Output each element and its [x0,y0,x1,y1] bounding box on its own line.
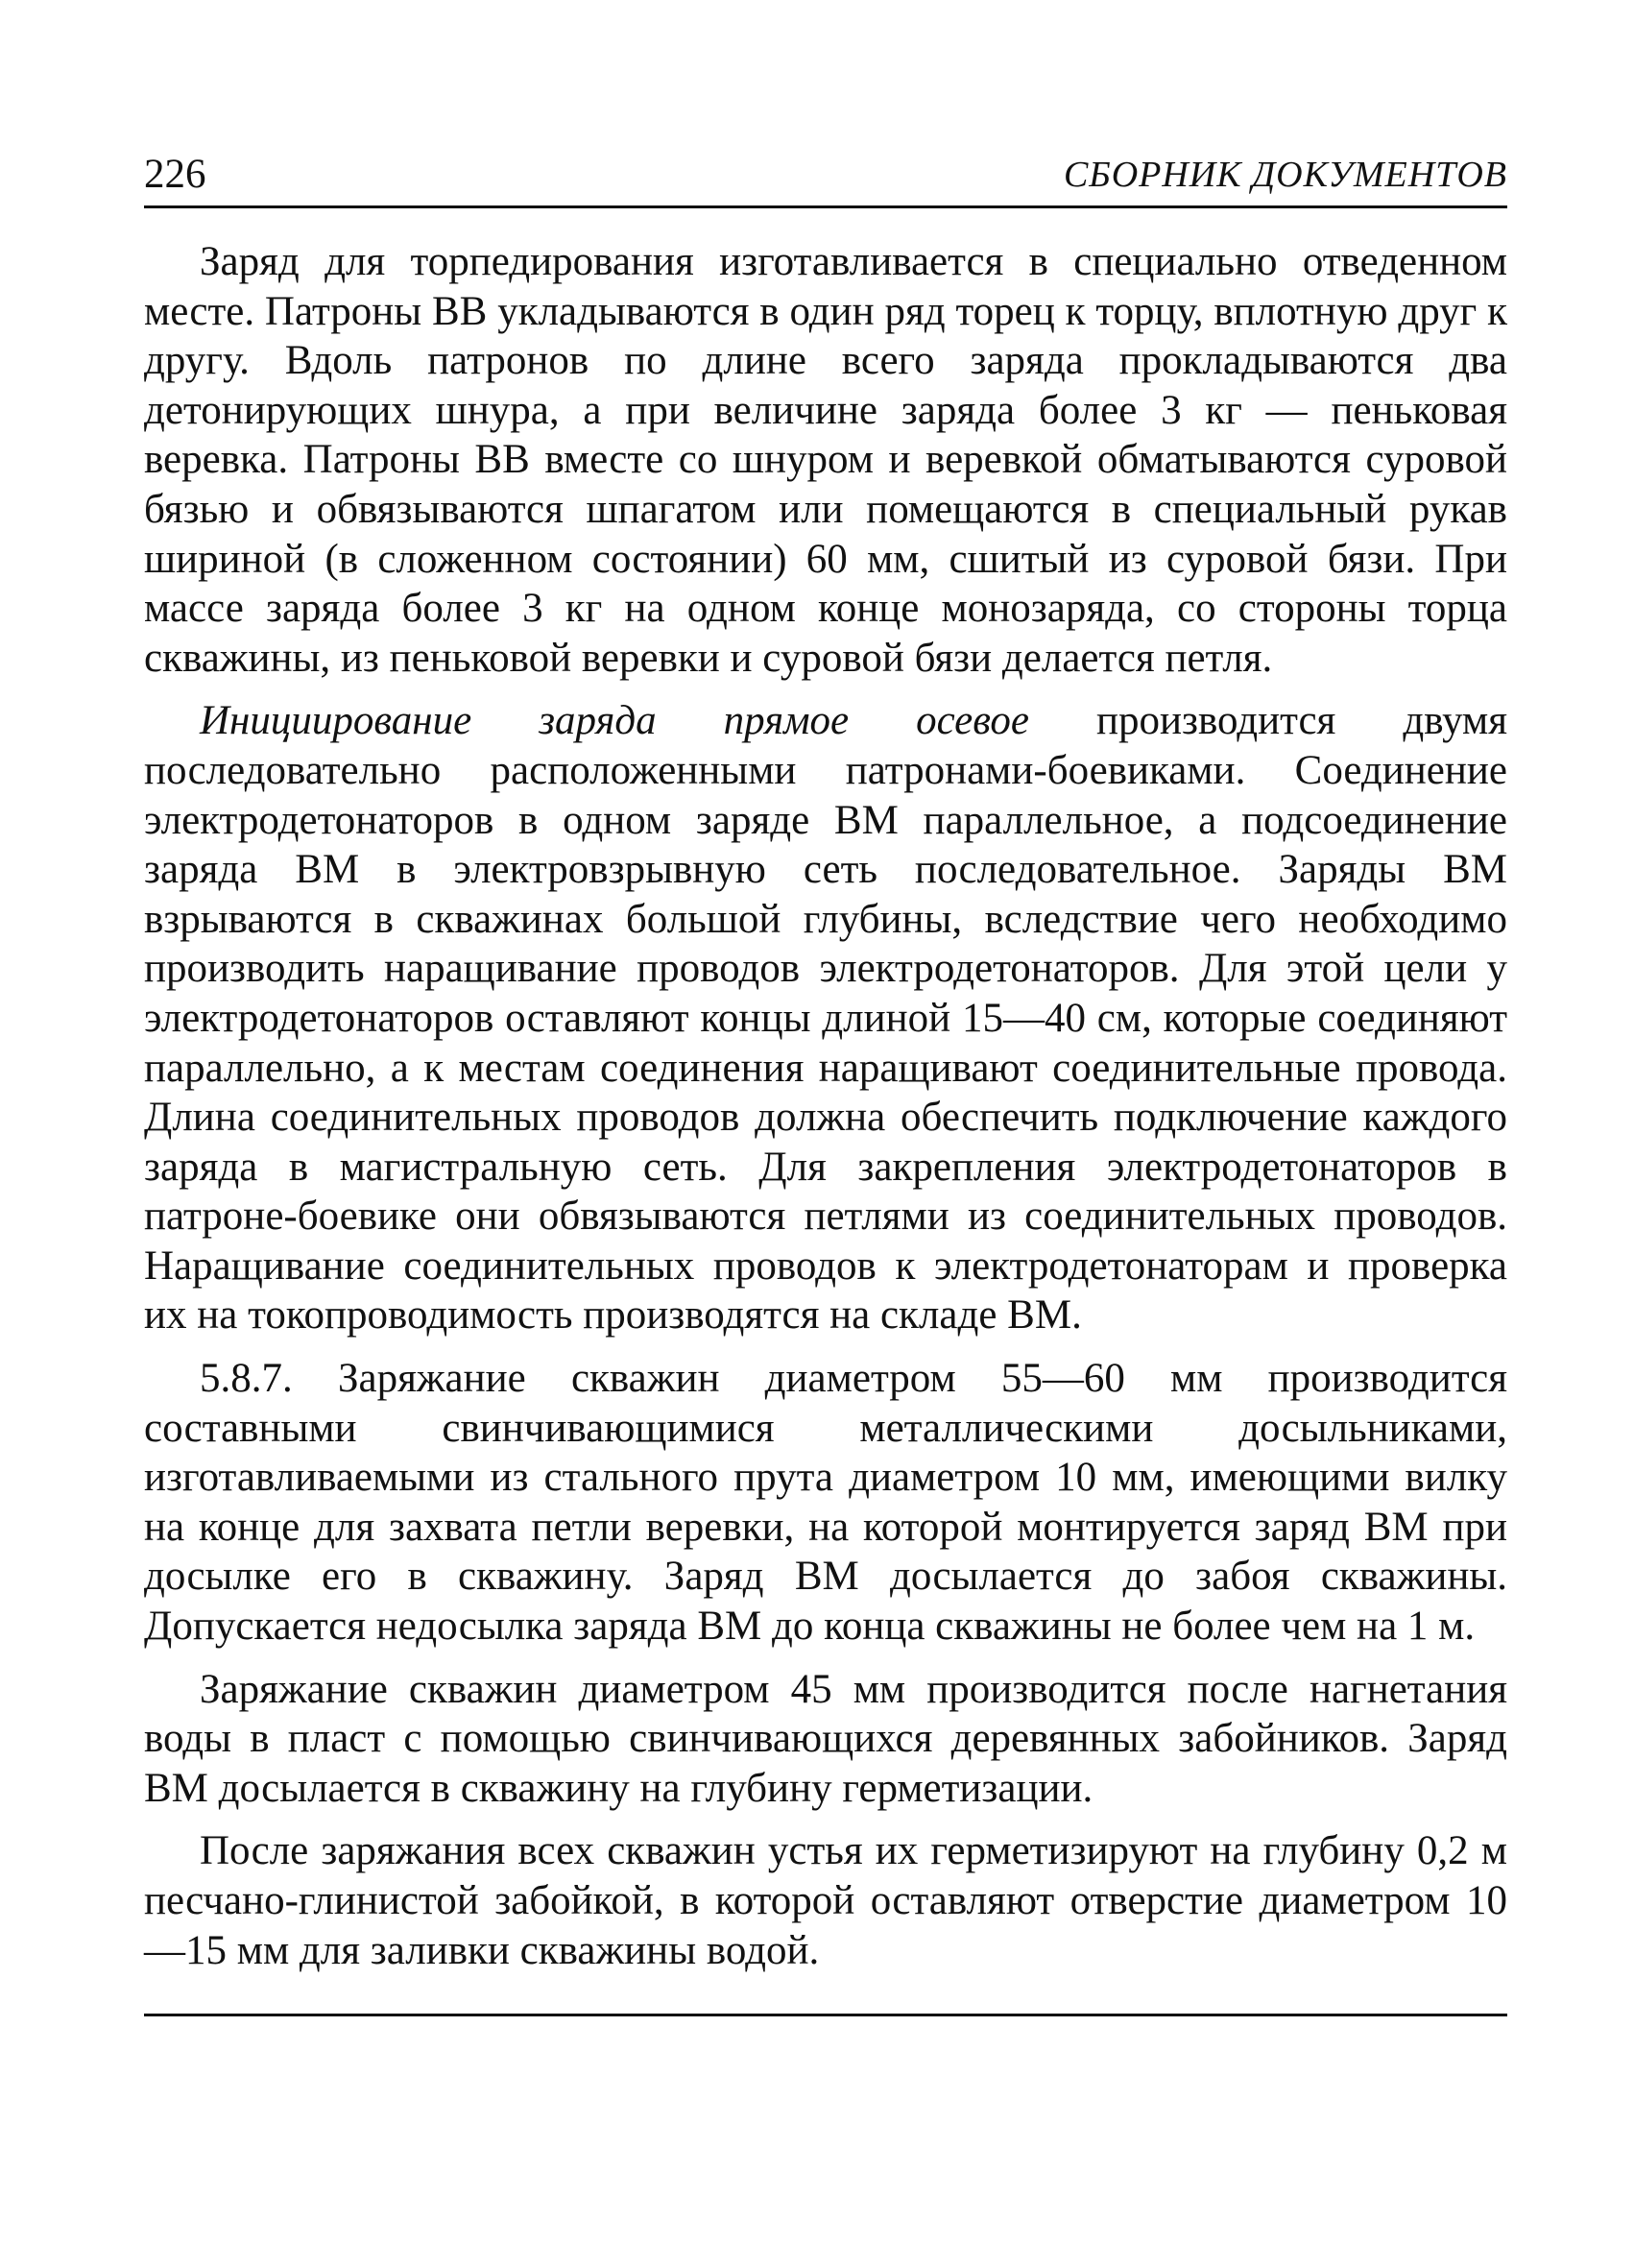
paragraph-text: После заряжания всех скважин устья их герметизируют на глубину 0,2 м песчано-глинистой забойкой, в которой оставляют отверстие диаметром 10—15 мм для заливки скважины водой. [144,1828,1507,1973]
paragraph-text: Заряд для торпедирования изготавливается в специально отведенном месте. Патроны ВВ укладываются в один ряд торец к торцу, вплотную друг к другу. Вдоль патронов по длине всего заряда прокладываются два детонирующих шнура, а при величине заряда более 3 кг — пеньковая веревка. Патроны ВВ вместе со шнуром и веревкой обматываются суровой бязью и обвязываются шпагатом или помещаются в специальный рукав шириной (в сложенном состоянии) 60 мм, сшитый из суровой бязи. При массе заряда более 3 кг на одном конце монозаряда, со стороны торца скважины, из пеньковой веревки и суровой бязи делается петля. [144,239,1507,681]
italic-term: Инициирование заряда прямое осевое [200,698,1029,744]
body-text [144,237,1507,1975]
page-number: 226 [144,152,206,197]
paragraph-text: 5.8.7. Заряжание скважин диаметром 55—60 мм производится составными свинчивающимися металлическими досыльниками, изготавливаемыми из стального прута диаметром 10 мм, имеющими вилку на конце для захвата петли веревки, на которой монтируется заряд ВМ при досылке его в скважину. Заряд ВМ досылается до забоя скважины. Допускается недосылка заряда ВМ до конца скважины не более чем на 1 м. [144,1356,1507,1650]
paragraph-text: Заряжание скважин диаметром 45 мм производится после нагнетания воды в пласт с помощью свинчивающихся деревянных забойников. Заряд ВМ досылается в скважину на глубину герметизации. [144,1666,1507,1811]
paragraph-text: производится двумя последовательно расположенными патронами-боевиками. Соединение электродетонаторов в одном заряде ВМ параллельное, а подсоединение заряда ВМ в электровзрывную сеть последовательное. Заряды ВМ взрываются в скважинах большой глубины, вследствие чего необходимо производить наращивание проводов электродетонаторов. Для этой цели у электродетонаторов оставляют концы длиной 15—40 см, которые соединяют параллельно, а к местам соединения наращивают соединительные провода. Длина соединительных проводов должна обеспечить подключение каждого заряда в магистральную сеть. Для закрепления электродетонаторов в патроне-боевике они обвязываются петлями из соединительных проводов. Наращивание соединительных проводов к электродетонаторам и проверка их на токопроводимость производятся на складе ВМ. [144,698,1507,1339]
running-header [144,144,1507,208]
section-title: СБОРНИК ДОКУМЕНТОВ [1063,155,1507,195]
paragraph-45mm-charging [144,1665,1507,1814]
paragraph-initiation [144,696,1507,1340]
paragraph-sealing [144,1826,1507,1975]
bottom-divider [144,2014,1507,2016]
paragraph-torpedo-charge [144,237,1507,683]
book-page [144,144,1507,2016]
paragraph-section-5-8-7 [144,1354,1507,1652]
